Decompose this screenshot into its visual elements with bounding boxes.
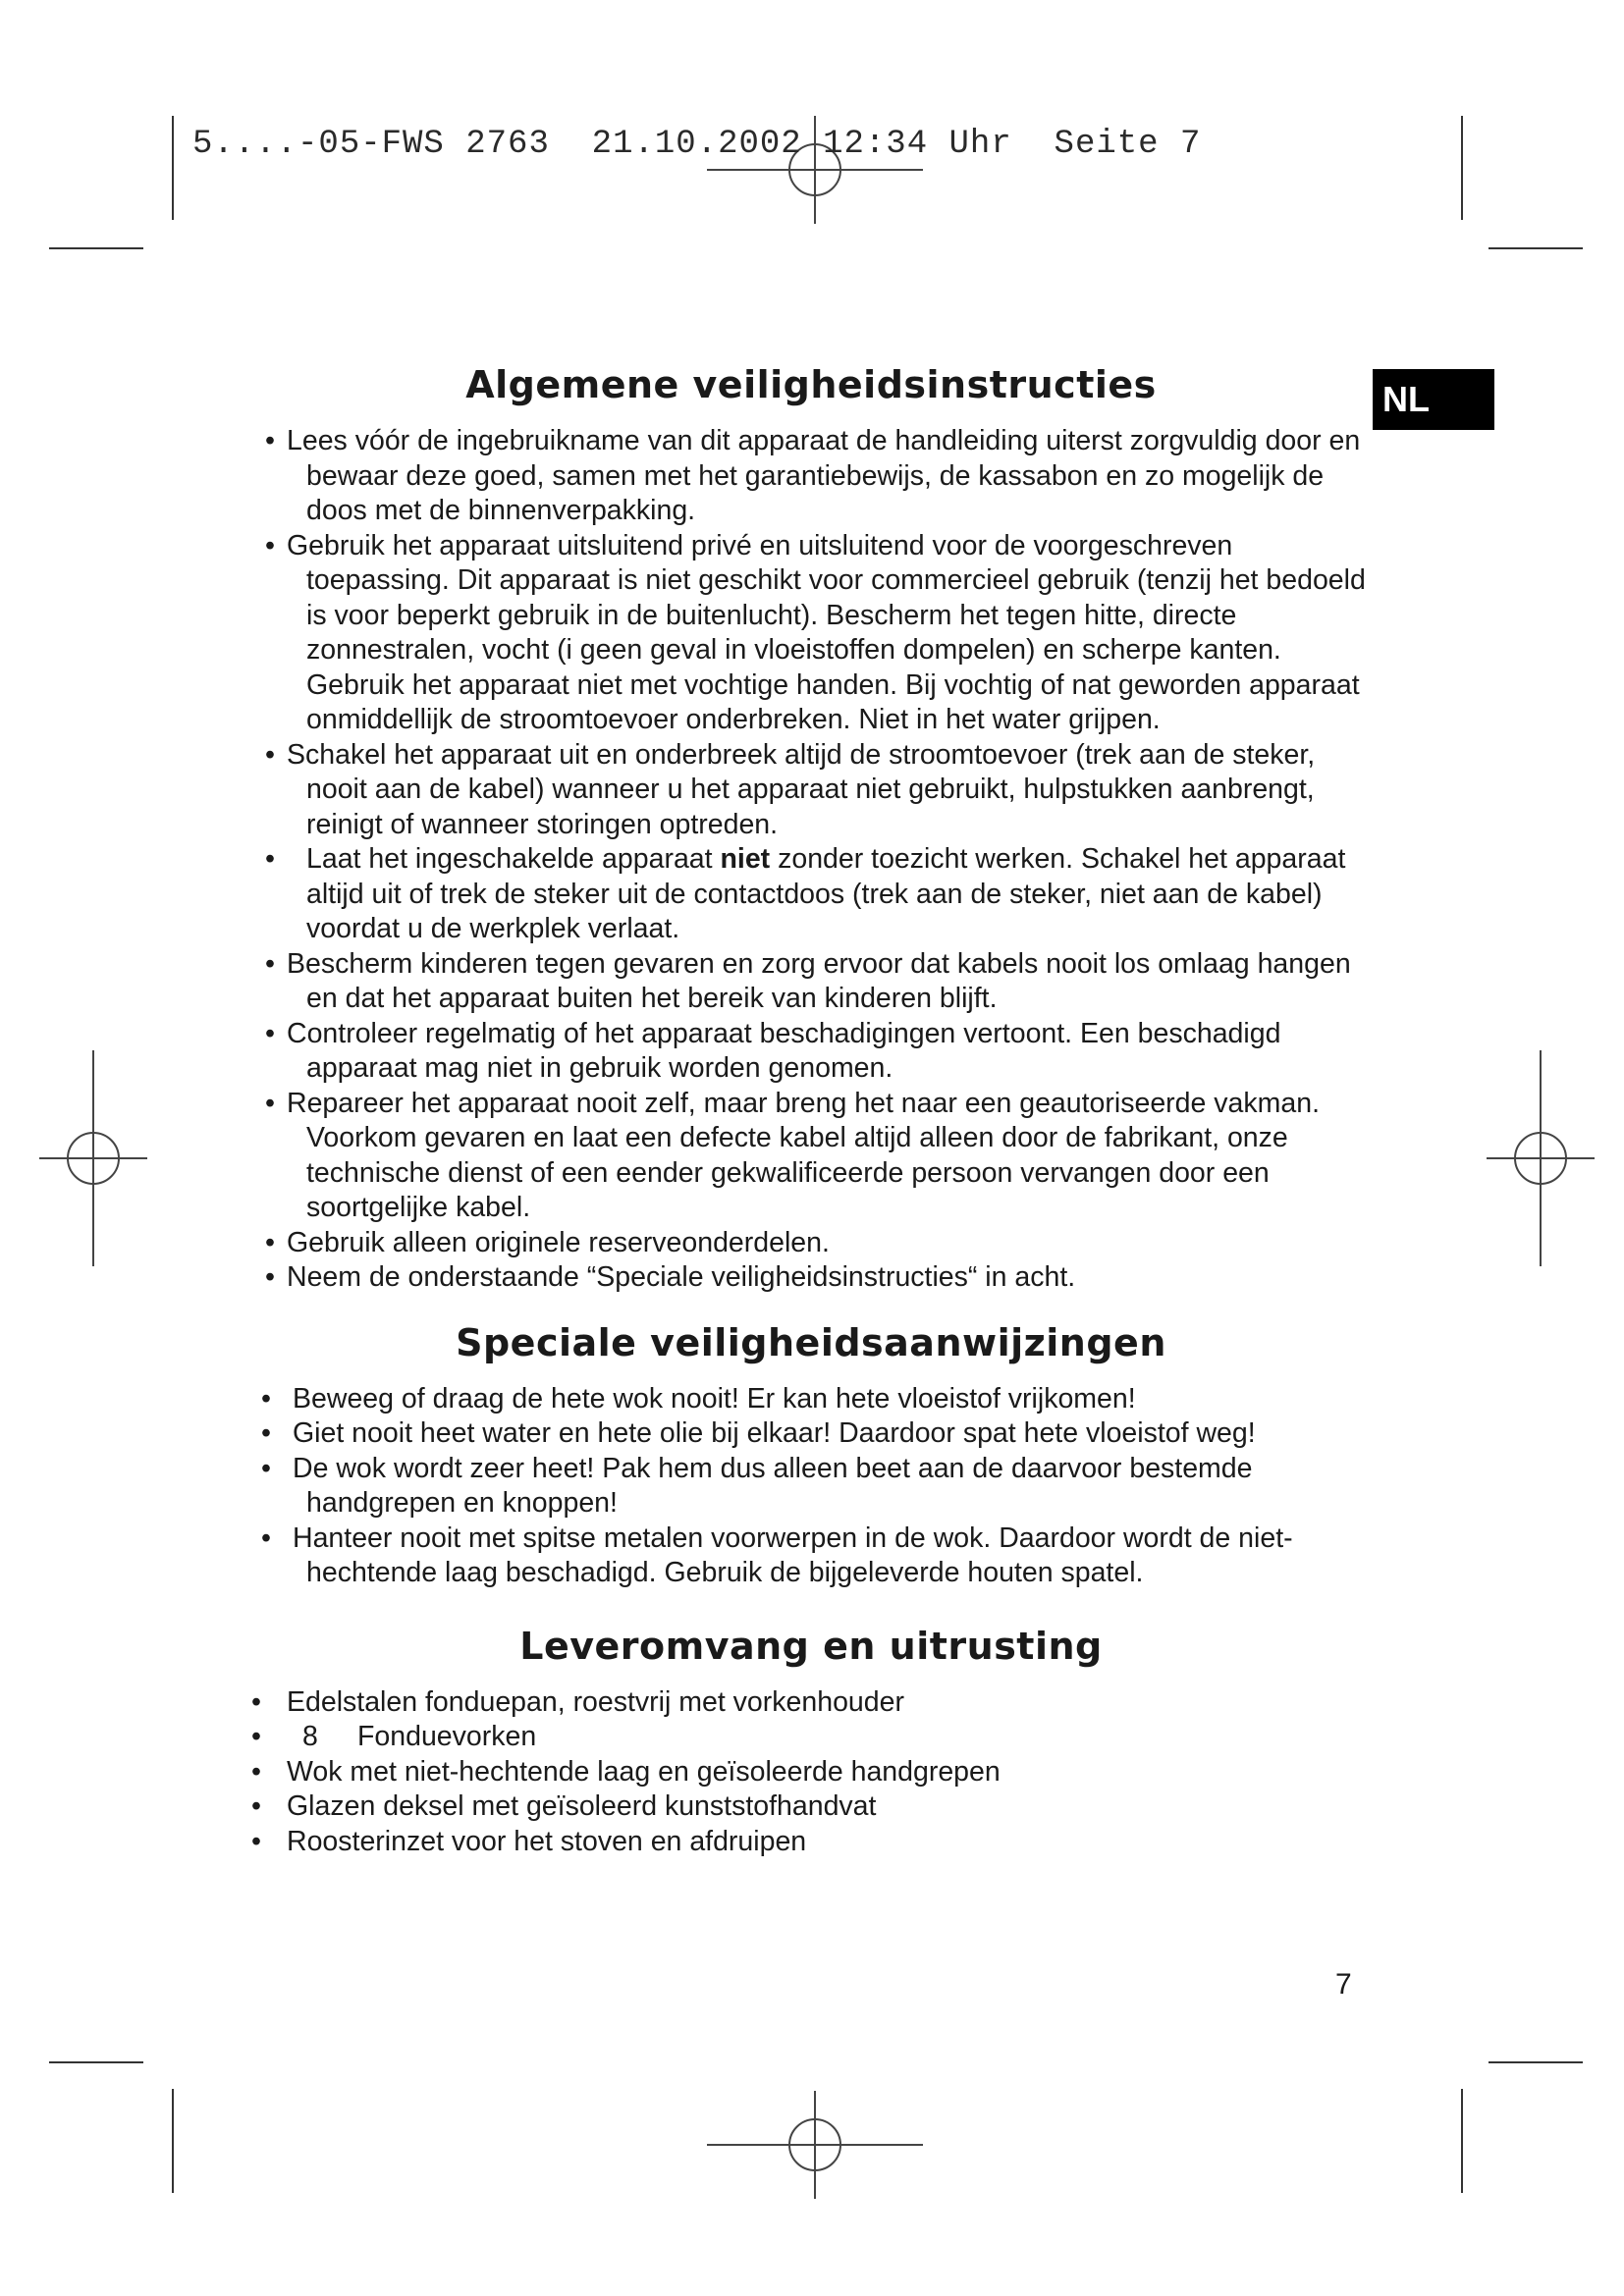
list-item: • Lees vóór de ingebruikname van dit apparaat de handleiding uiterst zorgvuldig door en bewaar deze goed, samen met het garantiebewijs, de kassabon en zo mogelijk de doos met de binnenverpakking. [251,424,1371,529]
print-slug-line: 5....-05-FWS 2763 21.10.2002 12:34 Uhr Seite 7 [192,126,1202,163]
list-item: • Giet nooit heet water en hete olie bij elkaar! Daardoor spat hete vloeistof weg! [251,1416,1371,1452]
crop-mark [172,116,174,220]
list-item: • Glazen deksel met geïsoleerd kunststofhandvat [251,1789,1371,1825]
language-tab: NL [1373,369,1494,430]
list-item: • De wok wordt zeer heet! Pak hem dus alleen beet aan de daarvoor bestemde handgrepen en knoppen! [251,1452,1371,1522]
crop-mark [1461,116,1463,220]
list-item: • Repareer het apparaat nooit zelf, maar breng het naar een geautoriseerde vakman. Voorkom gevaren en laat een defecte kabel altijd alleen door de fabrikant, onze technische dienst of een eender gekwalificeerde persoon vervangen door een soortgelijke kabel. [251,1087,1371,1226]
section-title-general-safety: Algemene veiligheidsinstructies [465,363,1157,406]
list-item: • Gebruik het apparaat uitsluitend privé en uitsluitend voor de voorgeschreven toepassing. Dit apparaat is niet geschikt voor commercieel gebruik (tenzij het bedoeld is voor beperkt gebruik in de buitenlucht). Bescherm het tegen hitte, directe zonnestralen, vocht (i geen geval in vloeistoffen dompelen) en scherpe kanten. Gebruik het apparaat niet met vochtige handen. Bij vochtig of nat geworden apparaat onmiddellijk de stroomtoevoer onderbreken. Niet in het water grijpen. [251,529,1371,738]
forks-quantity: 8 [302,1721,318,1752]
general-safety-list [251,424,1371,1296]
registration-mark-left [39,1050,147,1266]
registration-mark-right [1487,1050,1595,1266]
list-item: • Neem de onderstaande “Speciale veiligheidsinstructies“ in acht. [251,1260,1371,1296]
list-item: • Laat het ingeschakelde apparaat niet zonder toezicht werken. Schakel het apparaat altijd uit of trek de steker uit de contactdoos (trek aan de steker, niet aan de kabel) voordat u de werkplek verlaat. [251,842,1371,947]
list-item: • Edelstalen fonduepan, roestvrij met vorkenhouder [251,1685,1371,1721]
list-item: • Roosterinzet voor het stoven en afdruipen [251,1825,1371,1860]
page-content [251,353,1371,1859]
section-title-delivery: Leveromvang en uitrusting [519,1624,1103,1668]
list-item: • Hanteer nooit met spitse metalen voorwerpen in de wok. Daardoor wordt de niet-hechtende laag beschadigd. Gebruik de bijgeleverde houten spatel. [251,1522,1371,1591]
forks-label: Fonduevorken [357,1721,537,1752]
list-item [251,1720,1371,1755]
delivery-list [251,1685,1371,1860]
crop-mark [1489,2061,1583,2063]
crop-mark [1489,247,1583,249]
list-item: • Beweeg of draag de hete wok nooit! Er kan hete vloeistof vrijkomen! [251,1382,1371,1417]
list-item: • Gebruik alleen originele reserveonderdelen. [251,1226,1371,1261]
emphasis-niet: niet [720,843,771,875]
crop-mark [49,2061,143,2063]
section-title-special-safety: Speciale veiligheidsaanwijzingen [456,1320,1166,1364]
special-safety-list [251,1382,1371,1591]
registration-mark-bottom [707,2091,923,2199]
list-item: • Schakel het apparaat uit en onderbreek altijd de stroomtoevoer (trek aan de steker, nooit aan de kabel) wanneer u het apparaat niet gebruikt, hulpstukken aanbrengt, reinigt of wanneer storingen optreden. [251,738,1371,843]
crop-mark [1461,2089,1463,2193]
crop-mark [172,2089,174,2193]
crop-mark [49,247,143,249]
list-item: • Bescherm kinderen tegen gevaren en zorg ervoor dat kabels nooit los omlaag hangen en dat het apparaat buiten het bereik van kinderen blijft. [251,947,1371,1017]
list-item: • Controleer regelmatig of het apparaat beschadigingen vertoont. Een beschadigd apparaat mag niet in gebruik worden genomen. [251,1017,1371,1087]
page-number: 7 [1335,1968,1352,2001]
list-item: • Wok met niet-hechtende laag en geïsoleerde handgrepen [251,1755,1371,1790]
